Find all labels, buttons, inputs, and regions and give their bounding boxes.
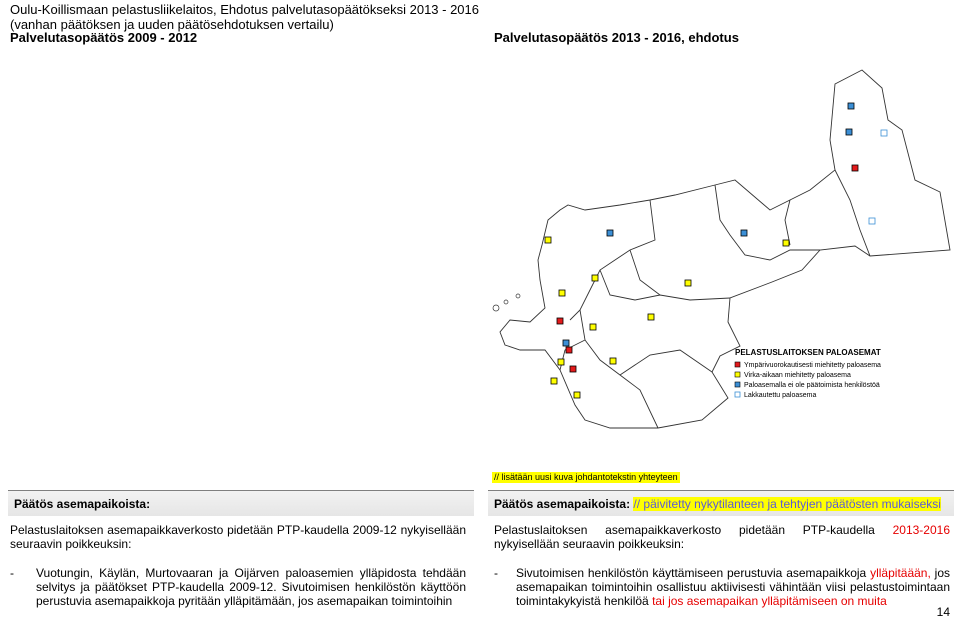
right-intro-b: nykyisellään seuraavin poikkeuksin:: [494, 537, 685, 551]
page-number: 14: [936, 605, 950, 619]
left-heading-box: [8, 490, 474, 516]
right-bullet-text: [516, 566, 950, 608]
right-bullet-b: jos asemapaikan toimintoihin osallistuu aktiivisesti vähintään viisi pelastustoimintaan toimintakykyistä henkilöä: [516, 566, 950, 608]
right-heading-note: // päivitetty nykytilanteen ja tehtyjen päätösten mukaiseksi: [633, 497, 941, 511]
right-bullet-dash: -: [494, 566, 498, 580]
left-bullet-text: Vuotungin, Käylän, Murtovaaran ja Oijärven paloasemien ylläpidosta tehdään selvitys ja päätökset PTP-kaudella 2009-12. Sivutoimisen henkilöstön käyttöön perustuvia asemapaikkoja pyritään ylläpitämään, jos asemapaikan toimintoihin: [36, 566, 466, 608]
header-line1: Oulu-Koillismaan pelastusliikelaitos, Ehdotus palvelutasopäätökseksi 2013 - 2016: [10, 2, 479, 17]
map-legend: [735, 348, 881, 399]
left-intro: Pelastuslaitoksen asemapaikkaverkosto pidetään PTP-kaudella 2009-12 nykyisellään seuraavin poikkeuksin:: [10, 523, 466, 551]
header-line2: (vanhan päätöksen ja uuden päätösehdotuksen vertailu): [10, 17, 334, 32]
right-heading: Päätös asemapaikoista:: [494, 497, 631, 511]
left-title: Palvelutasopäätös 2009 - 2012: [10, 30, 198, 45]
right-intro: [494, 523, 950, 551]
right-heading-box: [488, 490, 954, 516]
right-bullet-a: Sivutoimisen henkilöstön käyttämiseen perustuvia asemapaikkoja: [516, 566, 871, 580]
legend-item-no-fulltime: Paloasemalla ei ole päätoimista henkilöstöä: [744, 382, 880, 389]
legend-item-closed: Lakkautettu paloasema: [744, 392, 817, 399]
right-bullet-red1: ylläpitäään,: [870, 566, 931, 580]
note-new-image: // lisätään uusi kuva johdantotekstin yhteyteen: [494, 472, 678, 482]
right-intro-a: Pelastuslaitoksen asemapaikkaverkosto pidetään PTP-kaudella: [494, 523, 893, 537]
right-intro-years: 2013-2016: [892, 523, 950, 537]
right-bullet-red2: tai jos asemapaikan ylläpitämiseen on muita: [652, 594, 887, 608]
legend-item-24h: Ympärivuorokautisesti miehitetty paloasema: [744, 362, 881, 369]
right-title: Palvelutasopäätös 2013 - 2016, ehdotus: [494, 30, 739, 45]
left-heading: Päätös asemapaikoista:: [14, 497, 151, 511]
legend-title: PELASTUSLAITOKSEN PALOASEMAT: [735, 348, 881, 357]
legend-item-office-hours: Virka-aikaan miehitetty paloasema: [744, 372, 851, 379]
fire-station-map: [490, 60, 960, 460]
left-bullet-dash: -: [10, 566, 14, 580]
